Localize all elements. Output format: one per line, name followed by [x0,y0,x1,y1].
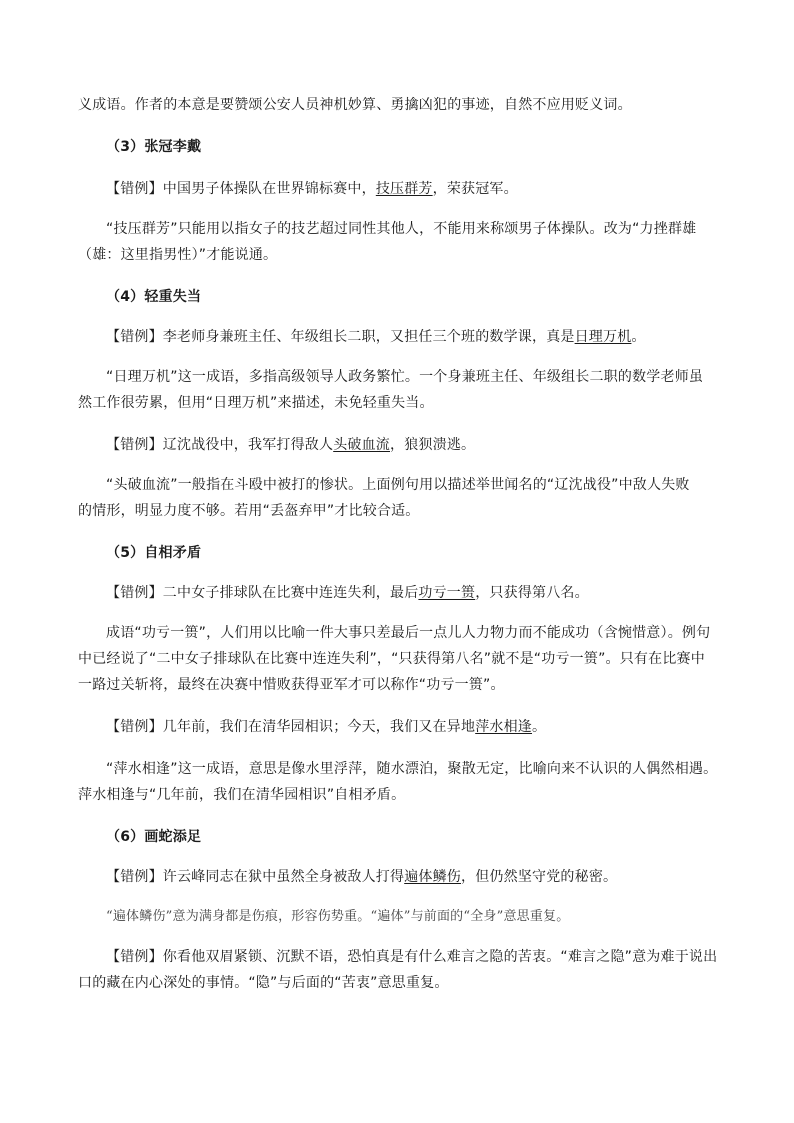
example-text: 。 [532,719,547,735]
underlined-idiom: 功亏一篑 [418,585,476,601]
underlined-idiom: 头破血流 [333,437,391,453]
example-text: ，狼狈溃逃。 [390,437,476,453]
explanation-line: “萍水相逢”这一成语，意思是像水里浮萍，随水漂泊，聚散无定，比喻向来不认识的人偶然相遇。 [106,761,718,777]
paragraph-line: 义成语。作者的本意是要赞颂公安人员神机妙算、勇擒凶犯的事迹，自然不应用贬义词。 [78,97,632,113]
section-heading-4: （4）轻重失当 [106,289,202,305]
explanation-line: 然工作很劳累，但用“日理万机”来描述，未免轻重失当。 [78,395,434,411]
explanation-line: 口的藏在内心深处的事情。“隐”与后面的“苦衷”意思重复。 [78,975,449,991]
section-heading-3: （3）张冠李戴 [106,139,202,155]
example-text: 【错例】几年前，我们在清华园相识；今天，我们又在异地 [106,719,476,735]
underlined-idiom: 日理万机 [574,329,632,345]
example-text: 【错例】许云峰同志在狱中虽然全身被敌人打得 [106,869,405,885]
explanation-line: 中已经说了“二中女子排球队在比赛中连连失利”，“只获得第八名”就不是“功亏一篑”。只有在比赛中 [78,651,705,667]
underlined-idiom: 技压群芳 [375,181,433,197]
error-example-5 [106,718,718,736]
example-text: 【错例】中国男子体操队在世界锦标赛中， [106,181,376,197]
example-text: 。 [631,329,646,345]
example-text: ，只获得第八名。 [475,585,589,601]
section-heading-5: （5）自相矛盾 [106,545,202,561]
example-text: ，但仍然坚守党的秘密。 [461,869,618,885]
error-example-2 [106,328,718,346]
explanation-line: 成语“功亏一篑”，人们用以比喻一件大事只差最后一点儿人力物力而不能成功（含惋惜意）。例句 [106,625,711,641]
example-text: 【错例】二中女子排球队在比赛中连连失利，最后 [106,585,419,601]
underlined-idiom: 遍体鳞伤 [404,869,462,885]
explanation-line: “遍体鳞伤”意为满身都是伤痕，形容伤势重。“遍体”与前面的“全身”意思重复。 [106,909,570,924]
underlined-idiom: 萍水相逢 [475,719,533,735]
error-example-1 [106,180,718,198]
error-example-4 [106,584,718,602]
example-text: 【错例】李老师身兼班主任、年级组长二职，又担任三个班的数学课，真是 [106,329,575,345]
error-example-6 [106,868,718,886]
explanation-line: 萍水相逢与“几年前，我们在清华园相识”自相矛盾。 [78,787,406,803]
section-heading-6: （6）画蛇添足 [106,829,202,845]
explanation-line: 的情形，明显力度不够。若用“丢盔弃甲”才比较合适。 [78,503,420,519]
explanation-line: “日理万机”这一成语，多指高级领导人政务繁忙。一个身兼班主任、年级组长二职的数学老师虽 [106,369,704,385]
error-example-3 [106,436,718,454]
error-example-7: 【错例】你看他双眉紧锁、沉默不语，恐怕真是有什么难言之隐的苦衷。“难言之隐”意为难于说出 [106,949,718,965]
explanation-line: “头破血流”一般指在斗殴中被打的惨状。上面例句用以描述举世闻名的“辽沈战役”中敌人失败 [106,477,690,493]
example-text: 【错例】辽沈战役中，我军打得敌人 [106,437,334,453]
explanation-line: 一路过关斩将，最终在决赛中惜败获得亚军才可以称作“功亏一篑”。 [78,677,505,693]
example-text: ，荣获冠军。 [432,181,518,197]
explanation-line: “技压群芳”只能用以指女子的技艺超过同性其他人，不能用来称颂男子体操队。改为“力挫群雄 [106,221,697,237]
explanation-line: （雄：这里指男性）”才能说通。 [78,247,278,263]
